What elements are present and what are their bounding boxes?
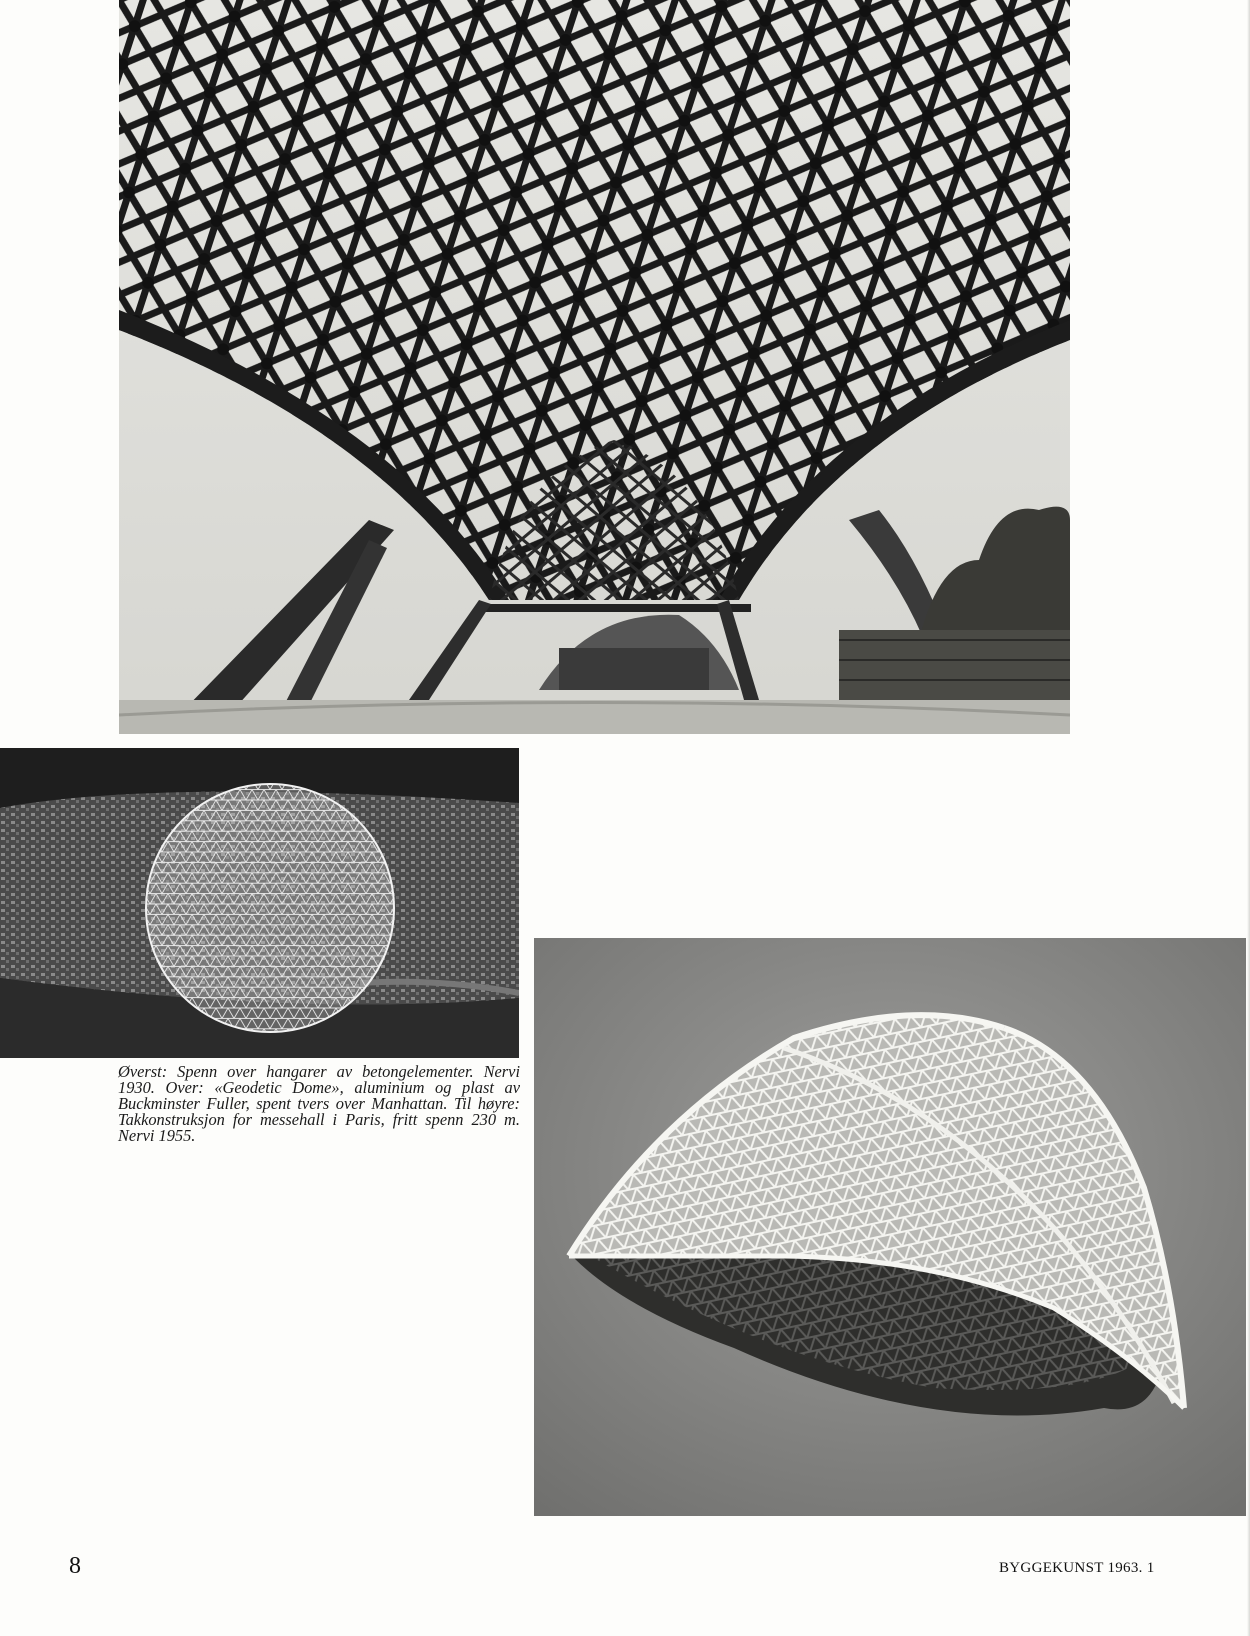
model-photo bbox=[534, 938, 1246, 1516]
dome-photo bbox=[0, 748, 519, 1058]
lattice-roof-model-icon bbox=[534, 938, 1246, 1516]
hangar-photo bbox=[119, 0, 1070, 734]
lattice-vault-hangar-icon bbox=[119, 0, 1070, 734]
page-number: 8 bbox=[69, 1553, 81, 1579]
photo-caption: Øverst: Spenn over hangarer av betongelementer. Nervi 1930. Over: «Geodetic Dome», aluminium og plast av Buckminster Fuller, spent tvers over Manhattan. Til høyre: Takkonstruksjon for messehall i Paris, fritt spenn 230 m. Nervi 1955. bbox=[118, 1062, 520, 1145]
running-footer: BYGGEKUNST 1963. 1 bbox=[999, 1560, 1155, 1576]
geodesic-dome-icon bbox=[0, 748, 519, 1058]
